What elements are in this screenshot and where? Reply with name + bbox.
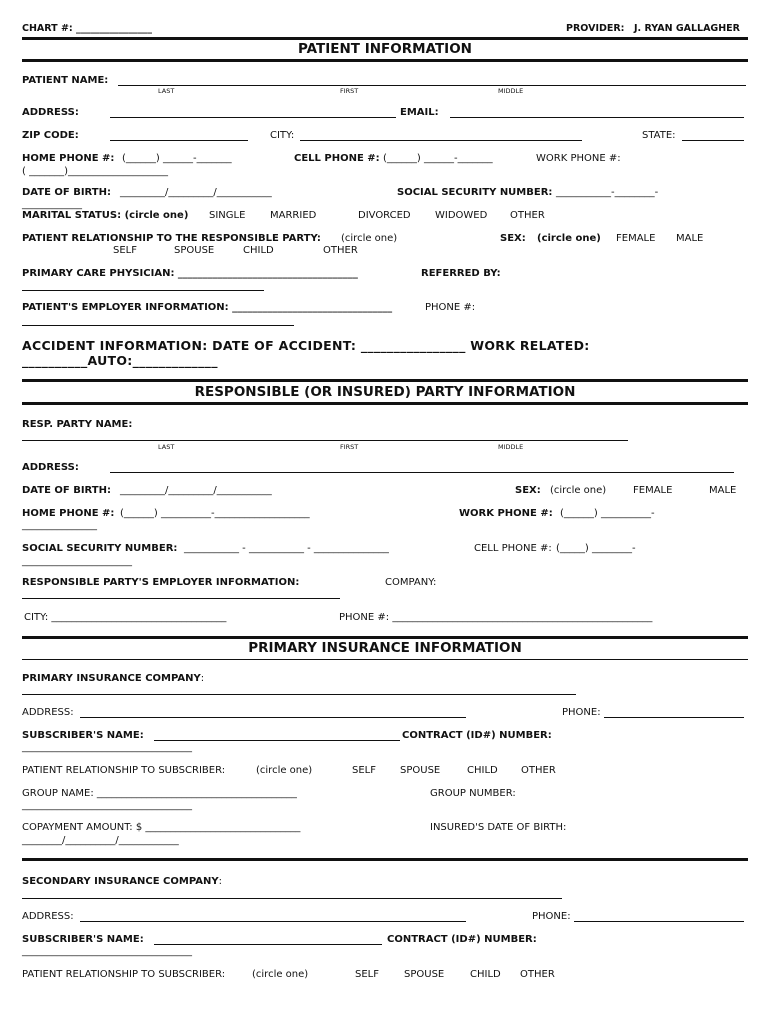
primary-ins-rule-bottom (22, 659, 748, 660)
primary-ins-option-child[interactable]: CHILD (467, 765, 498, 776)
patient-sex-option-male[interactable]: MALE (676, 233, 704, 244)
patient-employer-label: PATIENT'S EMPLOYER INFORMATION: ________________________________ (22, 302, 393, 313)
patient-city-field[interactable] (300, 140, 582, 141)
secondary-ins-subscriber-field-cont[interactable]: __________________________________ (22, 946, 192, 957)
secondary-ins-relationship-circle-hint: (circle one) (252, 969, 309, 980)
primary-ins-option-other[interactable]: OTHER (521, 765, 556, 776)
secondary-ins-phone-field[interactable] (574, 921, 744, 922)
patient-pcp-label: PRIMARY CARE PHYSICIAN: ____________________________________ (22, 268, 358, 279)
secondary-ins-option-self[interactable]: SELF (355, 969, 379, 980)
patient-work-phone-field[interactable]: ( _______)____________________ (22, 166, 168, 177)
resp-home-phone-field[interactable]: (______) __________-___________________ (120, 508, 310, 519)
secondary-ins-company-label (22, 876, 222, 888)
relationship-option-other[interactable]: OTHER (323, 245, 358, 256)
secondary-ins-subscriber-field[interactable] (154, 944, 382, 945)
primary-ins-company-field[interactable] (22, 694, 576, 695)
resp-ssn-field[interactable]: ___________ - ___________ - _______________ (184, 543, 389, 554)
secondary-ins-contract-label: CONTRACT (ID#) NUMBER: (387, 934, 537, 945)
responsible-section-title: RESPONSIBLE (OR INSURED) PARTY INFORMATION (194, 384, 576, 400)
primary-ins-group-name-field-cont[interactable]: __________________________________ (22, 800, 192, 811)
secondary-ins-company-field[interactable] (22, 898, 562, 899)
resp-city-label: CITY: ___________________________________ (24, 612, 227, 623)
patient-referred-field[interactable] (22, 290, 264, 291)
patient-zip-field[interactable] (110, 140, 248, 141)
resp-sex-option-male[interactable]: MALE (709, 485, 737, 496)
primary-ins-copay-label: COPAYMENT AMOUNT: $ _______________________________ (22, 822, 301, 833)
relationship-option-child[interactable]: CHILD (243, 245, 274, 256)
secondary-ins-company-text: SECONDARY INSURANCE COMPANY (22, 876, 219, 887)
patient-relationship-circle-hint: (circle one) (341, 233, 398, 244)
resp-ssn-label: SOCIAL SECURITY NUMBER: (22, 543, 178, 554)
marital-option-widowed[interactable]: WIDOWED (435, 210, 488, 221)
accident-info-line: ACCIDENT INFORMATION: DATE OF ACCIDENT: ________________ WORK RELATED: (22, 338, 590, 353)
resp-phone-label: PHONE #: ____________________________________________________ (339, 612, 653, 623)
resp-dob-field[interactable]: _________/_________/___________ (120, 485, 272, 496)
patient-referred-label: REFERRED BY: (421, 268, 501, 279)
patient-address-label: ADDRESS: (22, 107, 79, 118)
accident-auto-line: __________AUTO:_____________ (22, 353, 218, 368)
patient-relationship-label: PATIENT RELATIONSHIP TO THE RESPONSIBLE PARTY: (22, 233, 321, 244)
resp-cell-phone-label: CELL PHONE #: (474, 543, 552, 554)
secondary-ins-company-colon: : (218, 876, 222, 887)
primary-ins-contract-label: CONTRACT (ID#) NUMBER: (402, 730, 552, 741)
patient-name-middle-caption: MIDDLE (498, 87, 524, 95)
patient-sex-option-female[interactable]: FEMALE (616, 233, 656, 244)
patient-zip-label: ZIP CODE: (22, 130, 79, 141)
patient-sex-label: SEX: (500, 233, 526, 244)
primary-ins-group-name-label: GROUP NAME: ________________________________________ (22, 788, 297, 799)
secondary-ins-option-child[interactable]: CHILD (470, 969, 501, 980)
secondary-ins-subscriber-label: SUBSCRIBER'S NAME: (22, 934, 144, 945)
patient-name-label: PATIENT NAME: (22, 75, 109, 86)
resp-name-last-caption: LAST (158, 443, 175, 451)
patient-sex-circle-hint: (circle one) (537, 233, 601, 244)
resp-work-phone-label: WORK PHONE #: (459, 508, 553, 519)
primary-ins-relationship-circle-hint: (circle one) (256, 765, 313, 776)
patient-work-phone-label: WORK PHONE #: (536, 153, 621, 164)
patient-ssn-label: SOCIAL SECURITY NUMBER: (397, 187, 553, 198)
resp-name-field[interactable] (22, 440, 628, 441)
primary-ins-company-text: PRIMARY INSURANCE COMPANY (22, 673, 201, 684)
secondary-ins-phone-label: PHONE: (532, 911, 571, 922)
patient-employer-phone-label: PHONE #: (425, 302, 476, 313)
secondary-ins-address-label: ADDRESS: (22, 911, 74, 922)
resp-home-phone-field-cont[interactable]: _______________ (22, 520, 97, 531)
resp-ssn-field-cont[interactable]: ______________________ (22, 556, 132, 567)
patient-name-first-caption: FIRST (340, 87, 359, 95)
marital-option-divorced[interactable]: DIVORCED (358, 210, 411, 221)
primary-ins-insured-dob-label: INSURED'S DATE OF BIRTH: (430, 822, 567, 833)
patient-dob-label: DATE OF BIRTH: (22, 187, 111, 198)
patient-email-label: EMAIL: (400, 107, 439, 118)
primary-ins-subscriber-field-cont[interactable]: __________________________________ (22, 742, 192, 753)
secondary-ins-relationship-label: PATIENT RELATIONSHIP TO SUBSCRIBER: (22, 969, 226, 980)
secondary-ins-rule (22, 858, 748, 861)
primary-ins-company-label (22, 673, 204, 685)
secondary-ins-address-field[interactable] (80, 921, 466, 922)
patient-dob-field[interactable]: _________/_________/___________ (120, 187, 272, 198)
resp-employer-label: RESPONSIBLE PARTY'S EMPLOYER INFORMATION: (22, 577, 300, 588)
resp-address-field[interactable] (110, 472, 734, 473)
primary-ins-group-number-label: GROUP NUMBER: (430, 788, 516, 799)
patient-section-title: PATIENT INFORMATION (298, 41, 472, 57)
primary-ins-subscriber-label: SUBSCRIBER'S NAME: (22, 730, 144, 741)
primary-ins-option-spouse[interactable]: SPOUSE (400, 765, 441, 776)
patient-address-field[interactable] (110, 117, 396, 118)
marital-option-single[interactable]: SINGLE (209, 210, 246, 221)
resp-company-label: COMPANY: (385, 577, 437, 588)
primary-ins-address-field[interactable] (80, 717, 466, 718)
resp-name-middle-caption: MIDDLE (498, 443, 524, 451)
resp-cell-phone-field[interactable]: (_____) ________- (556, 543, 636, 554)
patient-name-field[interactable] (118, 85, 746, 86)
resp-sex-circle-hint: (circle one) (550, 485, 607, 496)
patient-marital-label: MARITAL STATUS: (circle one) (22, 210, 189, 221)
secondary-ins-option-other[interactable]: OTHER (520, 969, 555, 980)
resp-name-first-caption: FIRST (340, 443, 359, 451)
responsible-section-rule-bottom (22, 402, 748, 405)
patient-home-phone-label: HOME PHONE #: (22, 153, 115, 164)
relationship-option-self[interactable]: SELF (113, 245, 137, 256)
patient-name-last-caption: LAST (158, 87, 175, 95)
patient-state-field[interactable] (682, 140, 744, 141)
secondary-ins-option-spouse[interactable]: SPOUSE (404, 969, 445, 980)
patient-ssn-field-cont[interactable]: ____________ (22, 199, 82, 210)
resp-home-phone-label: HOME PHONE #: (22, 508, 115, 519)
patient-state-label: STATE: (642, 130, 676, 141)
primary-ins-rule-top (22, 636, 748, 639)
primary-ins-phone-field[interactable] (604, 717, 744, 718)
patient-email-field[interactable] (450, 117, 744, 118)
resp-work-phone-field[interactable]: (______) __________- (560, 508, 655, 519)
patient-city-label: CITY: (270, 130, 295, 141)
provider-label: PROVIDER: (566, 23, 625, 34)
patient-home-phone-field[interactable]: (______) ______-_______ (122, 153, 232, 164)
primary-ins-address-label: ADDRESS: (22, 707, 74, 718)
header-rule (22, 37, 748, 40)
responsible-section-rule-top (22, 379, 748, 382)
resp-name-label: RESP. PARTY NAME: (22, 419, 133, 430)
marital-option-other[interactable]: OTHER (510, 210, 545, 221)
provider-name: J. RYAN GALLAGHER (634, 23, 740, 34)
primary-ins-relationship-label: PATIENT RELATIONSHIP TO SUBSCRIBER: (22, 765, 226, 776)
chart-number-label: CHART #: ________________ (22, 23, 153, 34)
primary-ins-option-self[interactable]: SELF (352, 765, 376, 776)
resp-sex-label: SEX: (515, 485, 541, 496)
resp-sex-option-female[interactable]: FEMALE (633, 485, 673, 496)
resp-employer-field[interactable] (22, 598, 340, 599)
patient-cell-phone-label: CELL PHONE #: (294, 153, 380, 164)
primary-ins-phone-label: PHONE: (562, 707, 601, 718)
primary-ins-section-title: PRIMARY INSURANCE INFORMATION (248, 640, 522, 656)
marital-option-married[interactable]: MARRIED (270, 210, 317, 221)
primary-ins-subscriber-field[interactable] (154, 740, 400, 741)
primary-ins-company-colon: : (200, 673, 205, 684)
patient-cell-phone-field[interactable]: (______) ______-_______ (383, 153, 493, 164)
patient-section-rule (22, 59, 748, 62)
resp-dob-label: DATE OF BIRTH: (22, 485, 111, 496)
relationship-option-spouse[interactable]: SPOUSE (174, 245, 215, 256)
primary-ins-insured-dob-field[interactable]: ________/__________/____________ (22, 835, 179, 846)
resp-address-label: ADDRESS: (22, 462, 79, 473)
patient-ssn-field[interactable]: ___________-________- (556, 187, 659, 198)
patient-employer-phone-field[interactable] (22, 325, 294, 326)
